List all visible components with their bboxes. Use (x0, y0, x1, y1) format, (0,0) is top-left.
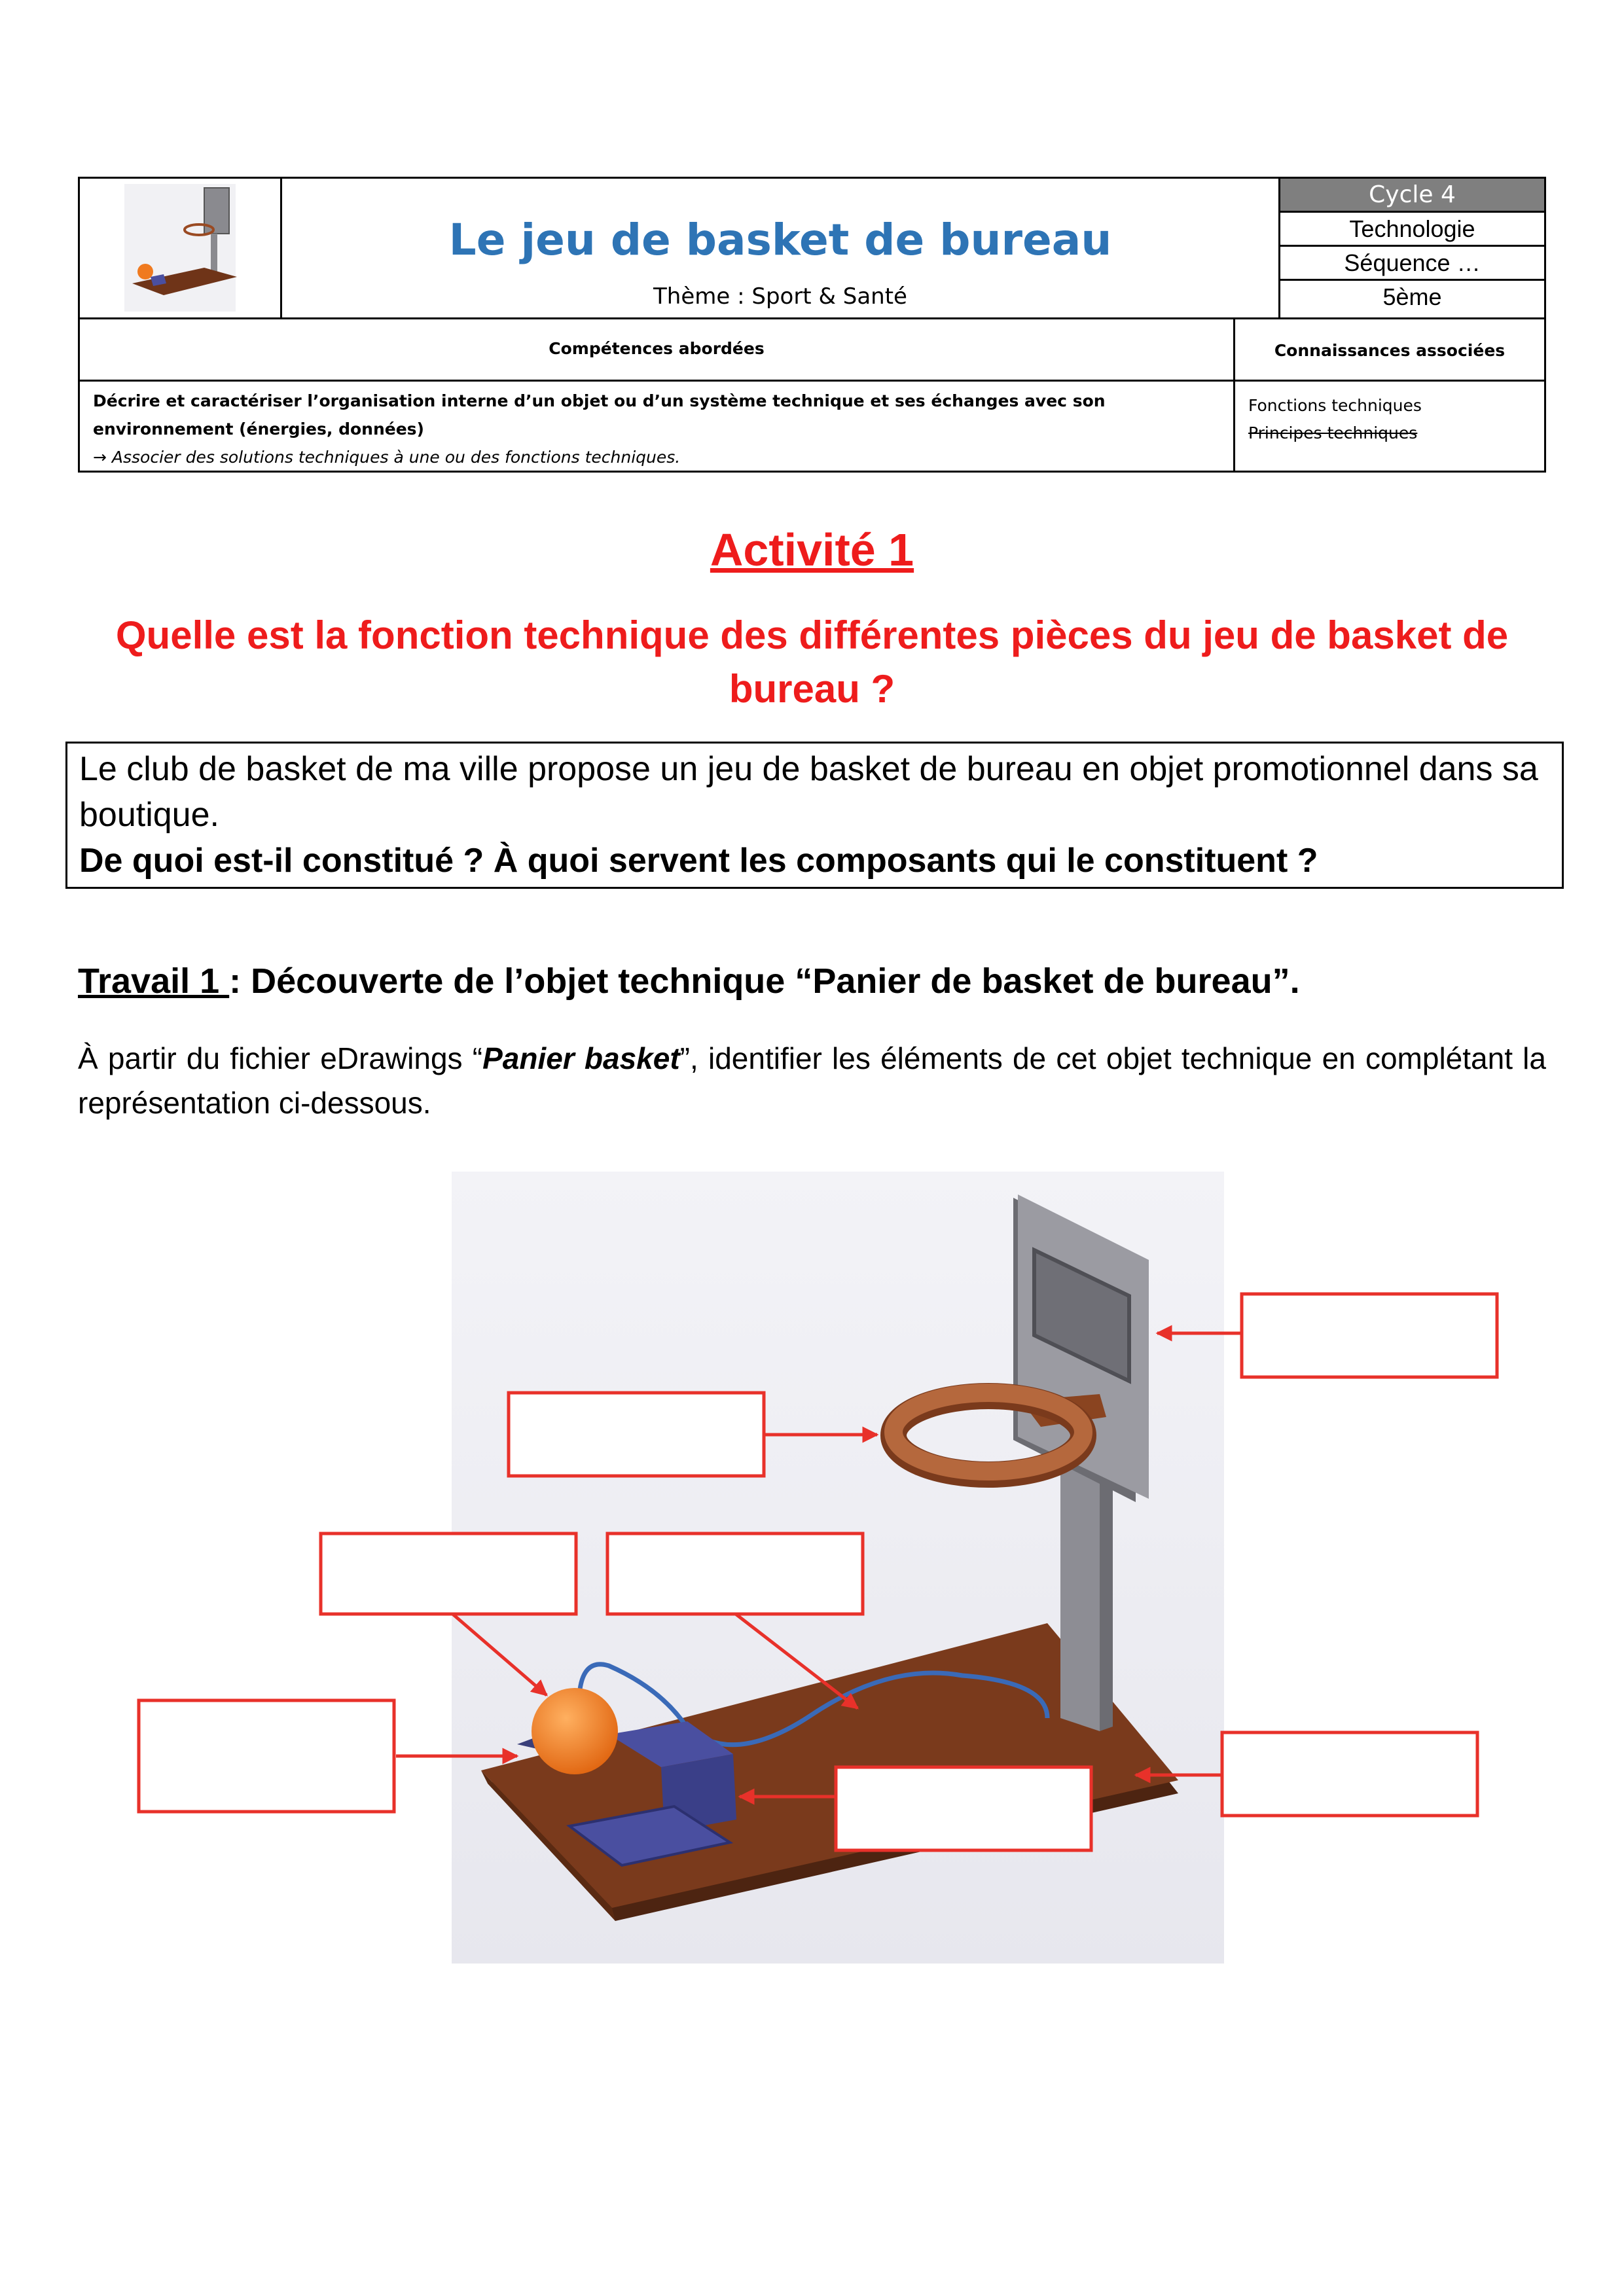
competences-heading: Compétences abordées (80, 319, 1235, 380)
label-box-wire[interactable] (607, 1534, 863, 1614)
hoop (893, 1393, 1106, 1475)
launcher (517, 1721, 736, 1865)
pole (1060, 1440, 1113, 1731)
arrow-wire (733, 1612, 857, 1708)
product-thumbnail (80, 179, 280, 317)
competence-subtext: → Associer des solutions techniques à une ou des fonctions techniques. (93, 448, 681, 467)
theme-label: Thème : Sport & Santé (653, 283, 907, 310)
backboard (1013, 1194, 1149, 1502)
level-label: 5ème (1382, 283, 1442, 310)
context-intro: Le club de basket de ma ville propose un jeu de basket de bureau en objet promotionnel dans sa boutique. (79, 750, 1538, 834)
subject-label: Technologie (1280, 213, 1544, 247)
connaissance-item-2: Principes techniques (1248, 423, 1418, 442)
activity-title: Activité 1 (710, 524, 914, 575)
label-box-backboard[interactable] (1242, 1294, 1497, 1377)
header-table (78, 177, 1546, 473)
cycle-label: Cycle 4 (1280, 179, 1544, 213)
header-row-headings (80, 319, 1544, 382)
context-question: De quoi est-il constitué ? À quoi servent les composants qui le constituent ? (79, 842, 1318, 880)
label-box-launcher-plate[interactable] (836, 1767, 1091, 1850)
context-box (65, 742, 1564, 889)
label-box-base[interactable] (1222, 1732, 1477, 1816)
connaissances-heading: Connaissances associées (1274, 341, 1506, 360)
header-row-title (80, 179, 1544, 319)
wire (579, 1664, 1047, 1745)
label-box-launcher[interactable] (139, 1700, 394, 1812)
competences-content (80, 382, 1235, 471)
connaissance-item-1: Fonctions techniques (1248, 396, 1422, 415)
header-row-content (80, 382, 1544, 471)
title-cell (282, 179, 1280, 317)
task-title: : Découverte de l’objet technique “Panier de basket de bureau”. (229, 961, 1300, 1001)
ball (532, 1688, 618, 1774)
activity-question: Quelle est la fonction technique des différentes pièces du jeu de basket de bureau ? (115, 613, 1509, 711)
connaissances-content (1235, 382, 1544, 471)
task-file-name: Panier basket (482, 1041, 680, 1075)
info-cell (1280, 179, 1544, 317)
label-box-ball[interactable] (321, 1534, 576, 1614)
document-title: Le jeu de basket de bureau (448, 215, 1112, 265)
competence-text: Décrire et caractériser l’organisation interne d’un objet ou d’un système technique et ses échanges avec son environnement (énergies, données) (93, 391, 1106, 439)
task-instructions (78, 1036, 1546, 1125)
task-label: Travail 1 (78, 961, 230, 1001)
task-text-after: ”, identifier les éléments de cet objet technique en complétant la représentation ci-dessous. (78, 1041, 1546, 1120)
arrow-ball (450, 1612, 547, 1695)
task-text-before: À partir du fichier eDrawings “ (78, 1041, 483, 1075)
task-heading (78, 961, 1300, 1001)
sequence-label: Séquence … (1280, 247, 1544, 281)
thumbnail-cell (80, 179, 282, 317)
label-box-hoop[interactable] (509, 1393, 764, 1476)
